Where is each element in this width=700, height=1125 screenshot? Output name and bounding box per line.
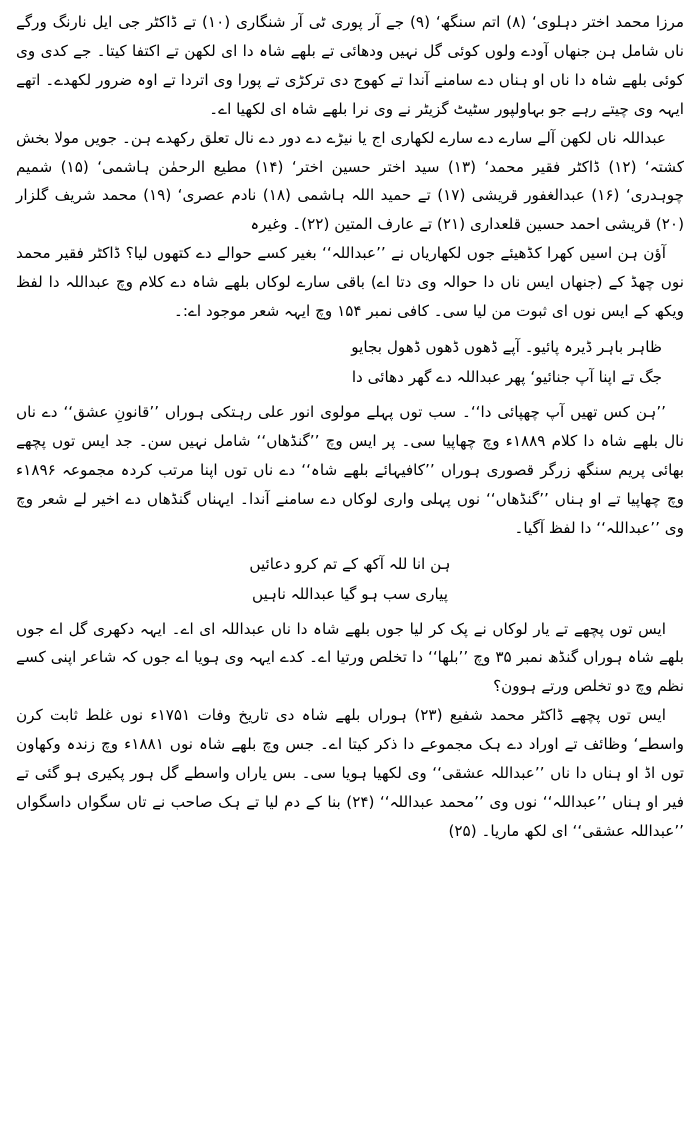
verse-line: جگ تے اپنا آپ جنائیو‘ پھر عبداللہ دے گھر دھائی دا — [351, 367, 662, 386]
verse-block-1 — [16, 332, 684, 392]
verse-line: پیاری سب ہو گیا عبداللہ ناہیں — [252, 584, 448, 603]
verse-block-2 — [16, 549, 684, 609]
paragraph-5: ایس توں پچھے تے یار لوکاں نے پک کر لیا جوں بلھے شاہ دا ناں عبداللہ ای اے۔ ایہہ دکھری گل اے جوں بلھے شاہ ہوراں گنڈھ نمبر ۳۵ وچ ’’بلھا‘‘ دا تخلص ورتیا اے۔ کدے ایہہ وی ہویا اے جوں کہ شاعر اپنی کسے نظم وچ دو تخلص ورتے ہوون؟ — [16, 619, 684, 696]
paragraph-4: ’’ہن کس تھیں آپ چھپائی دا‘‘۔ سب توں پہلے مولوی انور علی رہتکی ہوراں ’’قانونِ عشق‘‘ دے ناں نال بلھے شاہ دا کلام ۱۸۸۹ء وچ چھاپیا سی۔ پر ایس وچ ’’گنڈھاں‘‘ شامل نہیں سن۔ جد ایس توں پچھے بھائی پریم سنگھ زرگر قصوری ہوراں ’’کافیہائے بلھے شاہ‘‘ دے ناں توں اپنا مرتب کردہ مجموعہ ۱۸۹۶ء وچ چھاپیا تے او ہناں ’’گنڈھاں‘‘ نوں پہلی واری لوکاں دے سامنے آندا۔ ایہناں گنڈھاں دے اخیر لے شعر وچ وی ’’عبداللہ‘‘ دا لفظ آگیا۔ — [16, 402, 684, 537]
paragraph-6: ایس توں پچھے ڈاکٹر محمد شفیع (۲۳) ہوراں بلھے شاہ دی تاریخ وفات ۱۷۵۱ء نوں غلط ثابت کرن واسطے‘ وظائف تے اوراد دے ہک مجموعے دا ذکر کیتا اے۔ جس وچ بلھے شاہ نوں ۱۸۸۱ء وچ زندہ وکھاون توں اڈ او ہناں دا ناں ’’عبداللہ عشقی‘‘ وی لکھیا ہویا سی۔ بس یاراں واسطے گل ہور پکیری ہو گئی تے فیر او ہناں ’’عبداللہ‘‘ نوں وی ’’محمد عبداللہ‘‘ (۲۴) بنا کے دم لیا تے ہک صاحب نے تاں سگواں داسگواں ’’عبداللہ عشقی‘‘ ای لکھ ماریا۔ (۲۵) — [16, 706, 684, 840]
paragraph-2: عبداللہ ناں لکھن آلے سارے دے سارے لکھاری اج یا نیڑے دے دور دے نال تعلق رکھدے ہن۔ جویں مولا بخش کشتہ‘ (۱۲) ڈاکٹر فقیر محمد‘ (۱۳) سید اختر حسین اختر‘ (۱۴) مطیع الرحمٰن ہاشمی‘ (۱۵) شمیم چوہدری‘ (۱۶) عبدالغفور قریشی (۱۷) تے حمید اللہ ہاشمی (۱۸) نادم عصری‘ (۱۹) محمد شریف گلزار (۲۰) قریشی احمد حسین قلعداری (۲۱) تے عارف المتین (۲۲)۔ وغیرہ — [16, 128, 685, 234]
verse-line: ہن انا للہ آکھ کے تم کرو دعائیں — [249, 554, 451, 573]
paragraph-1: مرزا محمد اختر دہلوی‘ (۸) اتم سنگھ‘ (۹) جے آر پوری ٹی آر شنگاری (۱۰) تے ڈاکٹر جی ایل نارنگ ورگے ناں شامل ہن جنھاں آودے ولوں کوئی گل نہیں ودھائی تے بلھے شاہ دا ای لکھن تے اکتفا کیتا۔ جے کدی وی کوئی بلھے شاہ دا ناں او ہناں دے سامنے آندا تے کھوج دی ترکڑی تے پورا وی اتردا تے اوہ ضرور لکھدے۔ اتھے ایہہ وی چیتے رہے جو بہاولپور سٹیٹ گزیٹر نے وی نرا بلھے شاہ ای لکھیا اے۔ — [16, 13, 684, 118]
paragraph-3: آؤن ہن اسیں کھرا کڈھیئے جوں لکھاریاں نے ’’عبداللہ‘‘ بغیر کسے حوالے دے کتھوں لیا؟ ڈاکٹر فقیر محمد نوں چھڈ کے (جنھاں ایس ناں دا حوالہ وی دتا اے) باقی سارے لوکاں بلھے شاہ دے کلام وچ عبداللہ دا لفظ ویکھ کے ایس نوں ای ثبوت من لیا سی۔ کافی نمبر ۱۵۴ وچ ایہہ شعر موجود اے:۔ — [16, 244, 684, 321]
verse-line: ظاہر باہر ڈیرہ پائیو۔ آپے ڈھوں ڈھوں ڈھول بجایو — [351, 337, 662, 356]
